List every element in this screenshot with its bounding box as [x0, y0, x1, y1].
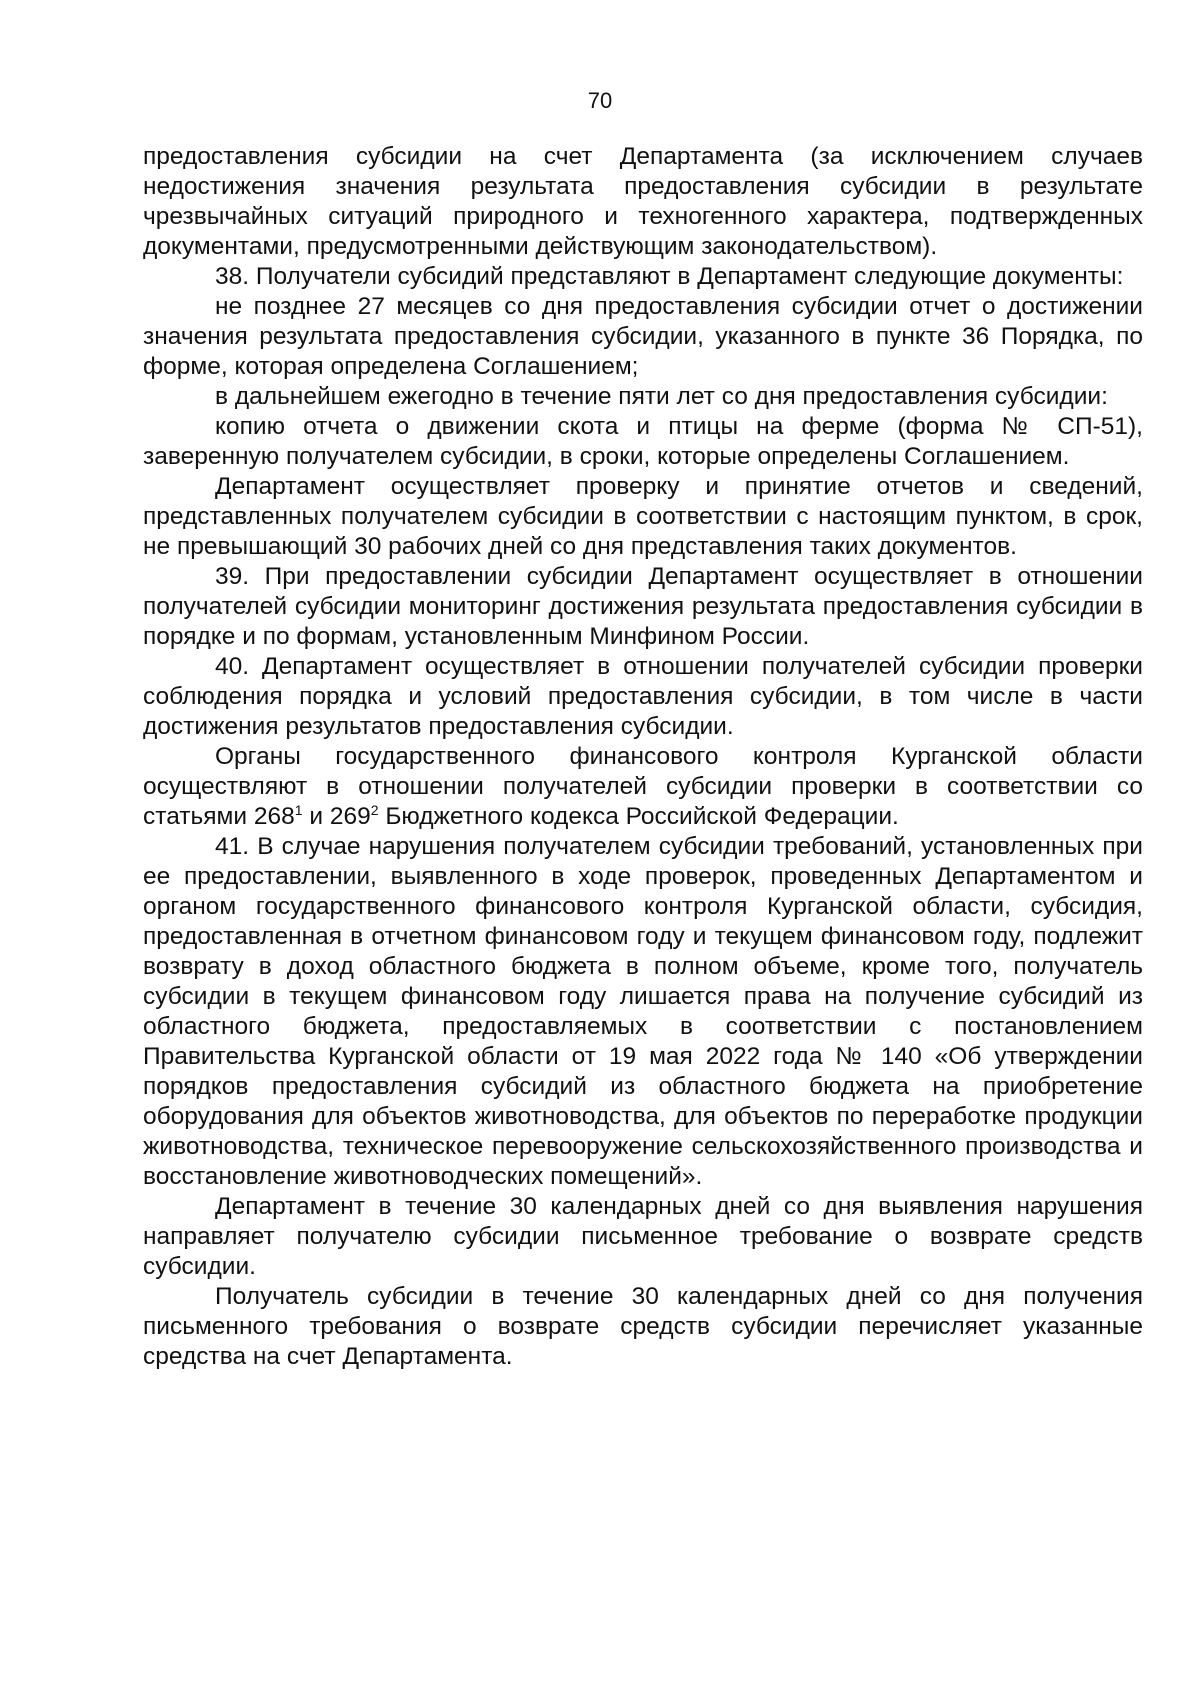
paragraph-livestock-report: копию отчета о движении скота и птицы на ферме (форма № СП-51), заверенную получателем субсидии, в сроки, которые определены Соглашением.: [143, 413, 1143, 470]
paragraph-item-40: 40. Департамент осуществляет в отношении получателей субсидии проверки соблюдения порядка и условий предоставления субсидии, в том числе в части достижения результатов предоставления субсидии.: [143, 653, 1143, 740]
text-segment: Бюджетного кодекса Российской Федерации.: [378, 803, 899, 830]
paragraph-item-41: 41. В случае нарушения получателем субсидии требований, установленных при ее предоставлении, выявленного в ходе проверок, проведенных Департаментом и органом государственного финансового контроля Курганской области, субсидия, предоставленная в отчетном финансовом году и текущем финансовом году, подлежит возврату в доход областного бюджета в полном объеме, кроме того, получатель субсидии в текущем финансовом году лишается права на получение субсидий из областного бюджета, предоставляемых в соответствии с постановлением Правительства Курганской области от 19 мая 2022 года № 140 «Об утверждении порядков предоставления субсидий из областного бюджета на приобретение оборудования для объектов животноводства, для объектов по переработке продукции животноводства, техническое перевооружение сельскохозяйственного производства и восстановление животноводческих помещений».: [143, 833, 1143, 1190]
superscript: 2: [370, 801, 379, 818]
superscript: 1: [294, 801, 303, 818]
paragraph-refund: Получатель субсидии в течение 30 календарных дней со дня получения письменного требования о возврате средств субсидии перечисляет указанные средства на счет Департамента.: [143, 1283, 1143, 1370]
text-segment: и 269: [302, 803, 371, 830]
page-number: 70: [587, 88, 613, 113]
document-body: [143, 142, 1143, 1372]
paragraph-report-deadline: не позднее 27 месяцев со дня предоставления субсидии отчет о достижении значения результата предоставления субсидии, указанного в пункте 36 Порядка, по форме, которая определена Соглашением;: [143, 293, 1143, 380]
paragraph-annual-reporting: в дальнейшем ежегодно в течение пяти лет со дня предоставления субсидии:: [215, 383, 1108, 410]
paragraph-violation-notice: Департамент в течение 30 календарных дней со дня выявления нарушения направляет получателю субсидии письменное требование о возврате средств субсидии.: [143, 1193, 1143, 1280]
paragraph-financial-control: [143, 742, 1143, 832]
paragraph-item-39: 39. При предоставлении субсидии Департамент осуществляет в отношении получателей субсидии мониторинг достижения результата предоставления субсидии в порядке и по формам, установленным Минфином России.: [143, 563, 1143, 650]
text-segment: Органы государственного финансового контроля Курганской области осуществляют в отношении получателей субсидии проверки в соответствии со статьями 268: [143, 743, 1143, 830]
paragraph-continuation: предоставления субсидии на счет Департамента (за исключением случаев недостижения значения результата предоставления субсидии в результате чрезвычайных ситуаций природного и техногенного характера, подтвержденных документами, предусмотренными действующим законодательством).: [143, 143, 1143, 260]
paragraph-item-38: 38. Получатели субсидий представляют в Департамент следующие документы:: [215, 263, 1124, 290]
paragraph-report-check: Департамент осуществляет проверку и принятие отчетов и сведений, представленных получателем субсидии в соответствии с настоящим пунктом, в срок, не превышающий 30 рабочих дней со дня представления таких документов.: [143, 473, 1143, 560]
